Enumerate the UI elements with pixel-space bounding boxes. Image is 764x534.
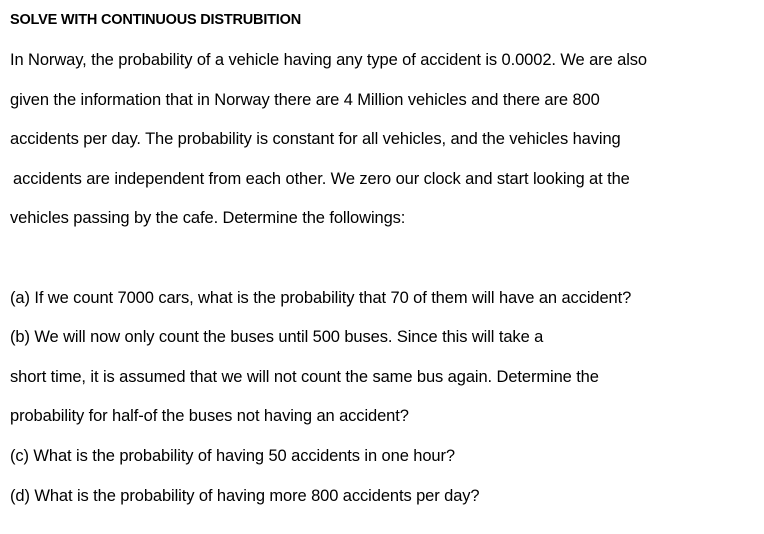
- intro-line-4: accidents are independent from each other. We zero our clock and start looking at the: [13, 170, 630, 188]
- question-b-line-2: short time, it is assumed that we will not count the same bus again. Determine the: [10, 368, 599, 386]
- problem-title: SOLVE WITH CONTINUOUS DISTRUBITION: [10, 12, 301, 28]
- intro-line-5: vehicles passing by the cafe. Determine the followings:: [10, 209, 406, 227]
- question-c: (c) What is the probability of having 50 accidents in one hour?: [10, 447, 455, 465]
- intro-line-2: given the information that in Norway there are 4 Million vehicles and there are 800: [10, 91, 600, 109]
- intro-line-1: In Norway, the probability of a vehicle having any type of accident is 0.0002. We are also: [10, 51, 648, 69]
- question-b-line-1: (b) We will now only count the buses until 500 buses. Since this will take a: [10, 328, 544, 346]
- intro-line-3: accidents per day. The probability is constant for all vehicles, and the vehicles having: [10, 130, 621, 148]
- question-d: (d) What is the probability of having more 800 accidents per day?: [10, 487, 480, 505]
- question-b-line-3: probability for half-of the buses not having an accident?: [10, 407, 409, 425]
- question-a: (a) If we count 7000 cars, what is the probability that 70 of them will have an accident?: [10, 289, 632, 307]
